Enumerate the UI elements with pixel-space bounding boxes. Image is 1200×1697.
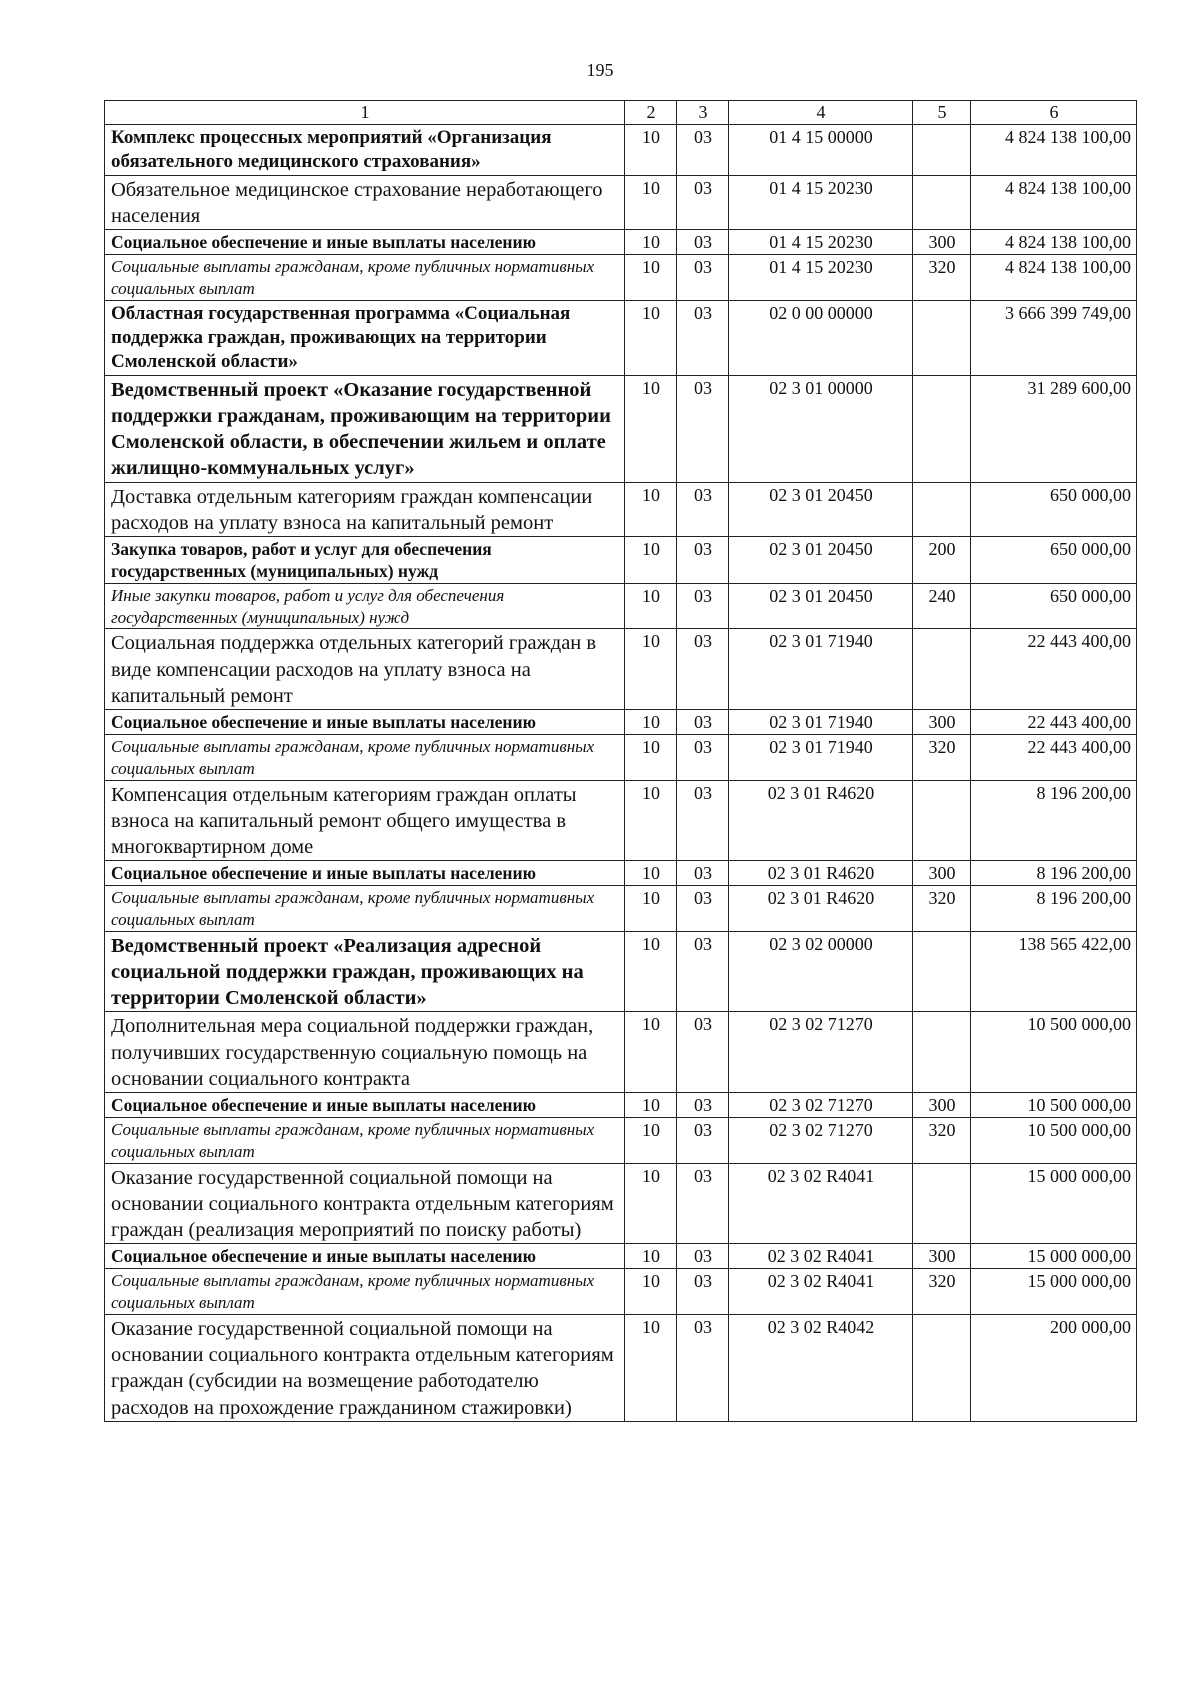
table-row bbox=[105, 482, 1137, 536]
table-row bbox=[105, 255, 1137, 301]
row-expense-type-code bbox=[913, 125, 971, 176]
table-row bbox=[105, 583, 1137, 629]
table-row bbox=[105, 537, 1137, 584]
table-row bbox=[105, 1012, 1137, 1093]
row-amount: 4 824 138 100,00 bbox=[971, 255, 1137, 301]
row-amount: 31 289 600,00 bbox=[971, 375, 1137, 482]
row-subsection-code: 03 bbox=[677, 709, 729, 734]
row-amount: 3 666 399 749,00 bbox=[971, 300, 1137, 375]
row-amount: 200 000,00 bbox=[971, 1314, 1137, 1421]
row-target-article-code: 02 3 02 R4042 bbox=[729, 1314, 913, 1421]
row-name: Социальное обеспечение и иные выплаты населению bbox=[105, 1244, 625, 1269]
row-subsection-code: 03 bbox=[677, 537, 729, 584]
row-subsection-code: 03 bbox=[677, 1244, 729, 1269]
row-section-code: 10 bbox=[625, 886, 677, 932]
row-target-article-code: 01 4 15 20230 bbox=[729, 255, 913, 301]
row-section-code: 10 bbox=[625, 375, 677, 482]
header-cell: 1 bbox=[105, 101, 625, 125]
row-expense-type-code bbox=[913, 780, 971, 861]
row-section-code: 10 bbox=[625, 125, 677, 176]
table-row bbox=[105, 1118, 1137, 1164]
row-subsection-code: 03 bbox=[677, 1314, 729, 1421]
row-expense-type-code: 300 bbox=[913, 861, 971, 886]
table-row bbox=[105, 1093, 1137, 1118]
row-amount: 10 500 000,00 bbox=[971, 1093, 1137, 1118]
row-section-code: 10 bbox=[625, 861, 677, 886]
table-row bbox=[105, 1314, 1137, 1421]
row-name: Социальные выплаты гражданам, кроме публичных нормативных социальных выплат bbox=[105, 255, 625, 301]
row-name: Социальные выплаты гражданам, кроме публичных нормативных социальных выплат bbox=[105, 1269, 625, 1315]
row-section-code: 10 bbox=[625, 1012, 677, 1093]
row-section-code: 10 bbox=[625, 735, 677, 781]
row-target-article-code: 02 3 01 20450 bbox=[729, 537, 913, 584]
row-section-code: 10 bbox=[625, 931, 677, 1012]
row-target-article-code: 02 3 01 71940 bbox=[729, 735, 913, 781]
row-name: Ведомственный проект «Реализация адресной социальной поддержки граждан, проживающих на территории Смоленской области» bbox=[105, 931, 625, 1012]
row-subsection-code: 03 bbox=[677, 735, 729, 781]
row-target-article-code: 02 3 01 71940 bbox=[729, 629, 913, 710]
row-section-code: 10 bbox=[625, 1118, 677, 1164]
row-name: Доставка отдельным категориям граждан компенсации расходов на уплату взноса на капитальный ремонт bbox=[105, 482, 625, 536]
table-row bbox=[105, 861, 1137, 886]
row-subsection-code: 03 bbox=[677, 375, 729, 482]
row-expense-type-code: 300 bbox=[913, 1093, 971, 1118]
row-name: Социальное обеспечение и иные выплаты населению bbox=[105, 230, 625, 255]
row-expense-type-code bbox=[913, 1163, 971, 1244]
row-expense-type-code bbox=[913, 482, 971, 536]
row-expense-type-code: 320 bbox=[913, 255, 971, 301]
table-body bbox=[105, 125, 1137, 1422]
row-expense-type-code bbox=[913, 300, 971, 375]
row-target-article-code: 01 4 15 20230 bbox=[729, 175, 913, 229]
row-name: Дополнительная мера социальной поддержки граждан, получивших государственную социальную помощь на основании социального контракта bbox=[105, 1012, 625, 1093]
row-subsection-code: 03 bbox=[677, 175, 729, 229]
page-number: 195 bbox=[586, 60, 614, 80]
row-name: Ведомственный проект «Оказание государственной поддержки гражданам, проживающим на территории Смоленской области, в обеспечении жильем и оплате жилищно-коммунальных услуг» bbox=[105, 375, 625, 482]
table-row bbox=[105, 735, 1137, 781]
budget-table bbox=[104, 100, 1137, 1422]
row-expense-type-code: 320 bbox=[913, 735, 971, 781]
row-section-code: 10 bbox=[625, 583, 677, 629]
table-row bbox=[105, 175, 1137, 229]
row-section-code: 10 bbox=[625, 1093, 677, 1118]
row-target-article-code: 02 3 02 R4041 bbox=[729, 1269, 913, 1315]
row-section-code: 10 bbox=[625, 175, 677, 229]
row-amount: 4 824 138 100,00 bbox=[971, 125, 1137, 176]
row-name: Оказание государственной социальной помощи на основании социального контракта отдельным категориям граждан (реализация мероприятий по поиску работы) bbox=[105, 1163, 625, 1244]
row-target-article-code: 01 4 15 00000 bbox=[729, 125, 913, 176]
row-section-code: 10 bbox=[625, 230, 677, 255]
row-name: Обязательное медицинское страхование неработающего населения bbox=[105, 175, 625, 229]
row-name: Социальная поддержка отдельных категорий граждан в виде компенсации расходов на уплату взноса на капитальный ремонт bbox=[105, 629, 625, 710]
row-subsection-code: 03 bbox=[677, 125, 729, 176]
row-target-article-code: 02 3 02 71270 bbox=[729, 1093, 913, 1118]
row-section-code: 10 bbox=[625, 537, 677, 584]
row-expense-type-code bbox=[913, 175, 971, 229]
row-name: Социальные выплаты гражданам, кроме публичных нормативных социальных выплат bbox=[105, 1118, 625, 1164]
row-target-article-code: 02 3 01 R4620 bbox=[729, 861, 913, 886]
row-name: Социальное обеспечение и иные выплаты населению bbox=[105, 709, 625, 734]
row-amount: 4 824 138 100,00 bbox=[971, 175, 1137, 229]
header-cell: 5 bbox=[913, 101, 971, 125]
row-section-code: 10 bbox=[625, 629, 677, 710]
row-name: Комплекс процессных мероприятий «Организация обязательного медицинского страхования» bbox=[105, 125, 625, 176]
table-row bbox=[105, 780, 1137, 861]
header-row bbox=[105, 101, 1137, 125]
row-amount: 22 443 400,00 bbox=[971, 629, 1137, 710]
row-name: Областная государственная программа «Социальная поддержка граждан, проживающих на территории Смоленской области» bbox=[105, 300, 625, 375]
row-expense-type-code bbox=[913, 1012, 971, 1093]
row-amount: 22 443 400,00 bbox=[971, 735, 1137, 781]
header-cell: 6 bbox=[971, 101, 1137, 125]
row-amount: 10 500 000,00 bbox=[971, 1118, 1137, 1164]
row-section-code: 10 bbox=[625, 1269, 677, 1315]
row-expense-type-code: 300 bbox=[913, 709, 971, 734]
row-target-article-code: 02 3 01 71940 bbox=[729, 709, 913, 734]
row-subsection-code: 03 bbox=[677, 886, 729, 932]
row-name: Иные закупки товаров, работ и услуг для обеспечения государственных (муниципальных) нужд bbox=[105, 583, 625, 629]
row-amount: 15 000 000,00 bbox=[971, 1244, 1137, 1269]
row-expense-type-code: 300 bbox=[913, 230, 971, 255]
row-subsection-code: 03 bbox=[677, 1093, 729, 1118]
row-amount: 650 000,00 bbox=[971, 482, 1137, 536]
row-name: Компенсация отдельным категориям граждан оплаты взноса на капитальный ремонт общего имущества в многоквартирном доме bbox=[105, 780, 625, 861]
row-name: Закупка товаров, работ и услуг для обеспечения государственных (муниципальных) нужд bbox=[105, 537, 625, 584]
row-expense-type-code: 240 bbox=[913, 583, 971, 629]
row-amount: 15 000 000,00 bbox=[971, 1163, 1137, 1244]
row-expense-type-code bbox=[913, 931, 971, 1012]
row-subsection-code: 03 bbox=[677, 861, 729, 886]
row-amount: 8 196 200,00 bbox=[971, 780, 1137, 861]
table-row bbox=[105, 230, 1137, 255]
row-subsection-code: 03 bbox=[677, 780, 729, 861]
row-section-code: 10 bbox=[625, 300, 677, 375]
row-subsection-code: 03 bbox=[677, 1012, 729, 1093]
row-amount: 138 565 422,00 bbox=[971, 931, 1137, 1012]
row-name: Социальные выплаты гражданам, кроме публичных нормативных социальных выплат bbox=[105, 886, 625, 932]
row-section-code: 10 bbox=[625, 1244, 677, 1269]
row-subsection-code: 03 bbox=[677, 931, 729, 1012]
row-target-article-code: 02 3 01 20450 bbox=[729, 482, 913, 536]
row-expense-type-code: 200 bbox=[913, 537, 971, 584]
row-expense-type-code: 320 bbox=[913, 1118, 971, 1164]
header-cell: 4 bbox=[729, 101, 913, 125]
header-cell: 2 bbox=[625, 101, 677, 125]
table-row bbox=[105, 886, 1137, 932]
row-section-code: 10 bbox=[625, 1163, 677, 1244]
row-name: Оказание государственной социальной помощи на основании социального контракта отдельным категориям граждан (субсидии на возмещение работодателю расходов на прохождение гражданином стажировки) bbox=[105, 1314, 625, 1421]
row-subsection-code: 03 bbox=[677, 1118, 729, 1164]
row-target-article-code: 02 3 02 71270 bbox=[729, 1012, 913, 1093]
row-expense-type-code bbox=[913, 629, 971, 710]
table-row bbox=[105, 931, 1137, 1012]
row-target-article-code: 02 3 02 00000 bbox=[729, 931, 913, 1012]
row-amount: 4 824 138 100,00 bbox=[971, 230, 1137, 255]
table-row bbox=[105, 125, 1137, 176]
row-target-article-code: 02 3 01 00000 bbox=[729, 375, 913, 482]
row-subsection-code: 03 bbox=[677, 1163, 729, 1244]
row-subsection-code: 03 bbox=[677, 300, 729, 375]
row-subsection-code: 03 bbox=[677, 482, 729, 536]
row-expense-type-code: 320 bbox=[913, 886, 971, 932]
row-subsection-code: 03 bbox=[677, 230, 729, 255]
row-section-code: 10 bbox=[625, 482, 677, 536]
row-target-article-code: 02 3 01 R4620 bbox=[729, 780, 913, 861]
row-target-article-code: 02 3 02 71270 bbox=[729, 1118, 913, 1164]
row-amount: 10 500 000,00 bbox=[971, 1012, 1137, 1093]
table-row bbox=[105, 300, 1137, 375]
row-name: Социальные выплаты гражданам, кроме публичных нормативных социальных выплат bbox=[105, 735, 625, 781]
row-subsection-code: 03 bbox=[677, 1269, 729, 1315]
row-amount: 650 000,00 bbox=[971, 537, 1137, 584]
row-target-article-code: 02 3 02 R4041 bbox=[729, 1244, 913, 1269]
table-row bbox=[105, 1244, 1137, 1269]
row-expense-type-code bbox=[913, 375, 971, 482]
row-name: Социальное обеспечение и иные выплаты населению bbox=[105, 861, 625, 886]
header-cell: 3 bbox=[677, 101, 729, 125]
row-expense-type-code: 300 bbox=[913, 1244, 971, 1269]
row-subsection-code: 03 bbox=[677, 629, 729, 710]
row-subsection-code: 03 bbox=[677, 583, 729, 629]
row-name: Социальное обеспечение и иные выплаты населению bbox=[105, 1093, 625, 1118]
row-amount: 22 443 400,00 bbox=[971, 709, 1137, 734]
table-row bbox=[105, 629, 1137, 710]
table-row bbox=[105, 375, 1137, 482]
row-section-code: 10 bbox=[625, 709, 677, 734]
row-expense-type-code bbox=[913, 1314, 971, 1421]
row-amount: 8 196 200,00 bbox=[971, 886, 1137, 932]
row-target-article-code: 02 3 01 R4620 bbox=[729, 886, 913, 932]
row-section-code: 10 bbox=[625, 780, 677, 861]
row-amount: 8 196 200,00 bbox=[971, 861, 1137, 886]
row-expense-type-code: 320 bbox=[913, 1269, 971, 1315]
row-target-article-code: 02 0 00 00000 bbox=[729, 300, 913, 375]
row-amount: 15 000 000,00 bbox=[971, 1269, 1137, 1315]
table-row bbox=[105, 1269, 1137, 1315]
row-target-article-code: 01 4 15 20230 bbox=[729, 230, 913, 255]
row-subsection-code: 03 bbox=[677, 255, 729, 301]
row-section-code: 10 bbox=[625, 1314, 677, 1421]
row-target-article-code: 02 3 02 R4041 bbox=[729, 1163, 913, 1244]
row-target-article-code: 02 3 01 20450 bbox=[729, 583, 913, 629]
row-section-code: 10 bbox=[625, 255, 677, 301]
row-amount: 650 000,00 bbox=[971, 583, 1137, 629]
table-row bbox=[105, 709, 1137, 734]
table-row bbox=[105, 1163, 1137, 1244]
